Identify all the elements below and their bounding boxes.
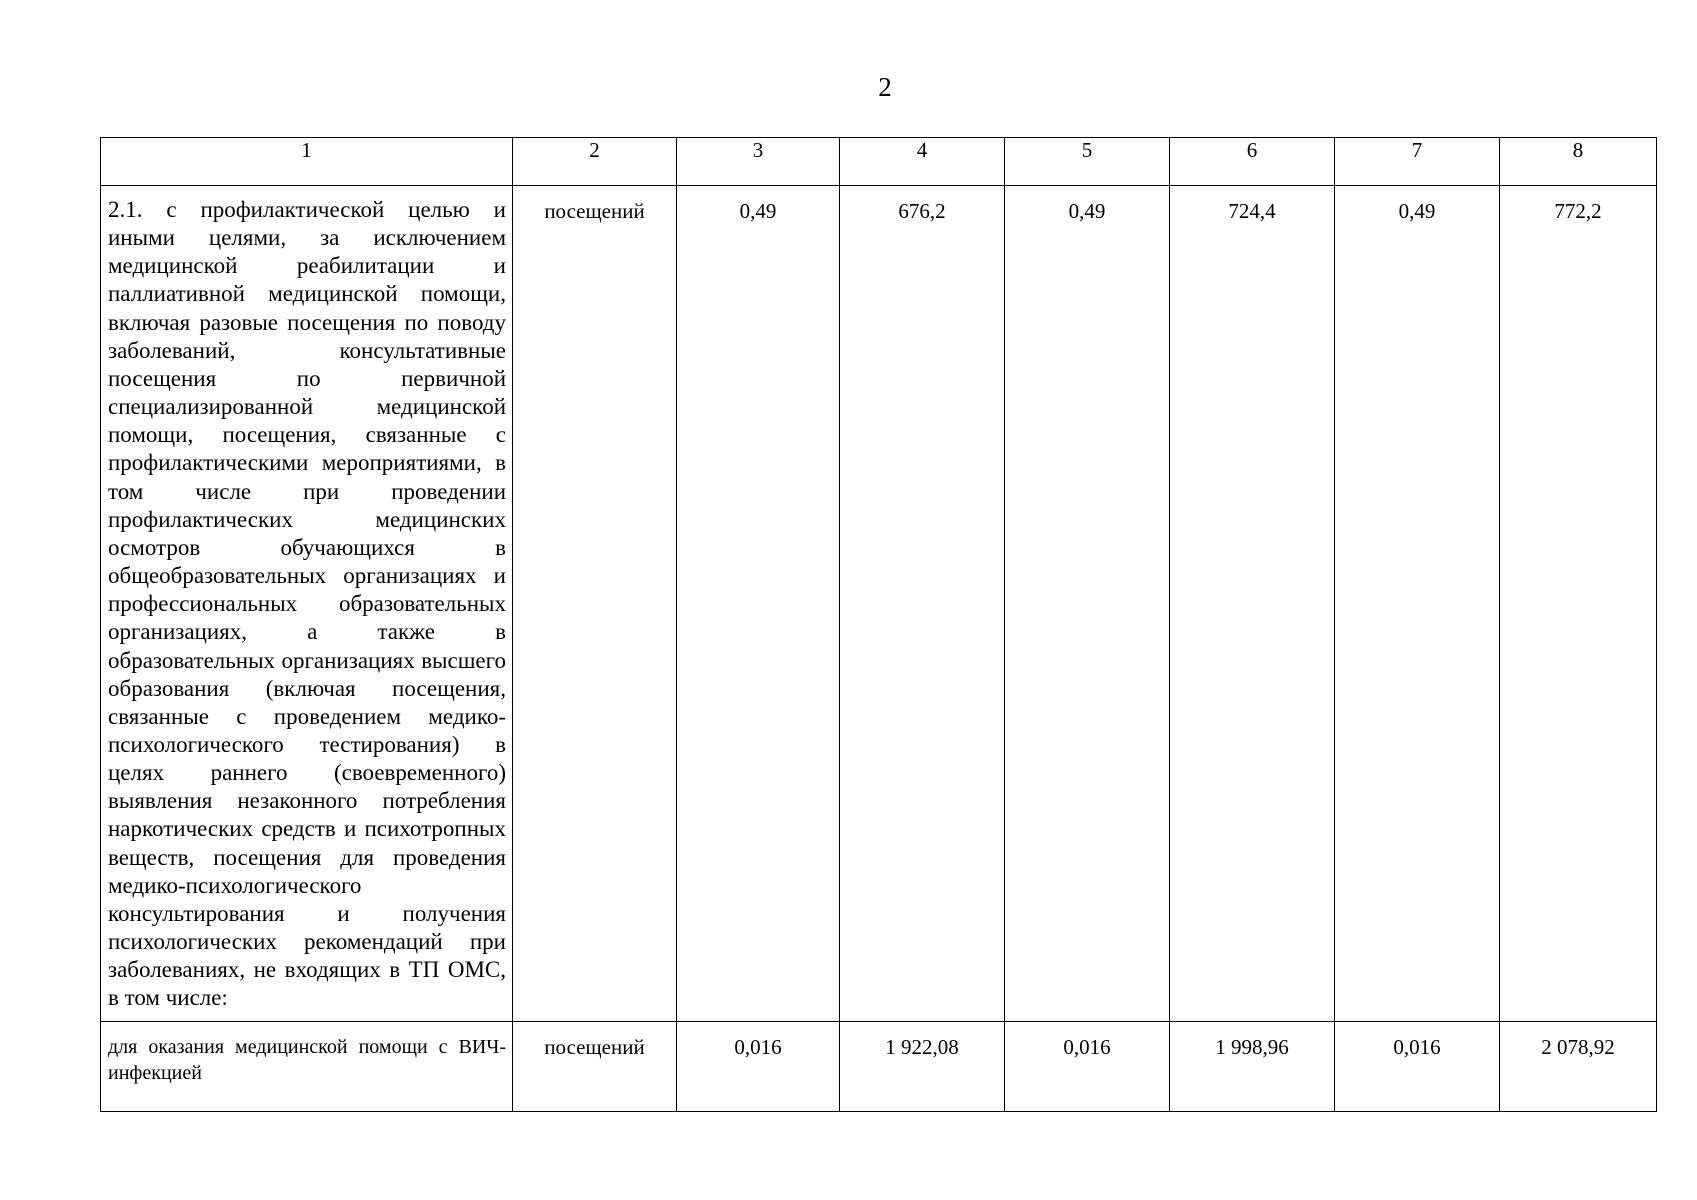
row-unit: посещений — [513, 186, 677, 1022]
column-header: 5 — [1005, 138, 1170, 186]
column-header: 4 — [840, 138, 1005, 186]
column-header: 8 — [1500, 138, 1657, 186]
table-cell: 0,016 — [677, 1021, 840, 1111]
row-description: для оказания медицинской помощи с ВИЧ-инфекцией — [101, 1021, 513, 1111]
table-cell: 0,016 — [1005, 1021, 1170, 1111]
row-unit: посещений — [513, 1021, 677, 1111]
table-cell: 0,016 — [1335, 1021, 1500, 1111]
table-cell: 2 078,92 — [1500, 1021, 1657, 1111]
table-cell: 724,4 — [1170, 186, 1335, 1022]
row-description: 2.1. с профилактической целью и иными целями, за исключением медицинской реабилитации и паллиативной медицинской помощи, включая разовые посещения по поводу заболеваний, консультативные посещения по первичной специализированной медицинской помощи, посещения, связанные с профилактическими мероприятиями, в том числе при проведении профилактических медицинских осмотров обучающихся в общеобразовательных организациях и профессиональных образовательных организациях, а также в образовательных организациях высшего образования (включая посещения, связанные с проведением медико-психологического тестирования) в целях раннего (своевременного) выявления незаконного потребления наркотических средств и психотропных веществ, посещения для проведения медико-психологического консультирования и получения психологических рекомендаций при заболеваниях, не входящих в ТП ОМС, в том числе: — [101, 186, 513, 1022]
column-header: 3 — [677, 138, 840, 186]
page-number: 2 — [878, 72, 892, 102]
data-table — [100, 137, 1657, 1112]
table-cell: 1 922,08 — [840, 1021, 1005, 1111]
column-header: 7 — [1335, 138, 1500, 186]
table-cell: 1 998,96 — [1170, 1021, 1335, 1111]
table-cell: 0,49 — [1335, 186, 1500, 1022]
table-cell: 0,49 — [677, 186, 840, 1022]
table-cell: 676,2 — [840, 186, 1005, 1022]
table-row — [101, 1021, 1657, 1111]
column-header: 2 — [513, 138, 677, 186]
table-cell: 0,49 — [1005, 186, 1170, 1022]
table-cell: 772,2 — [1500, 186, 1657, 1022]
table-row — [101, 186, 1657, 1022]
column-header: 6 — [1170, 138, 1335, 186]
table-header-row — [101, 138, 1657, 186]
column-header: 1 — [101, 138, 513, 186]
